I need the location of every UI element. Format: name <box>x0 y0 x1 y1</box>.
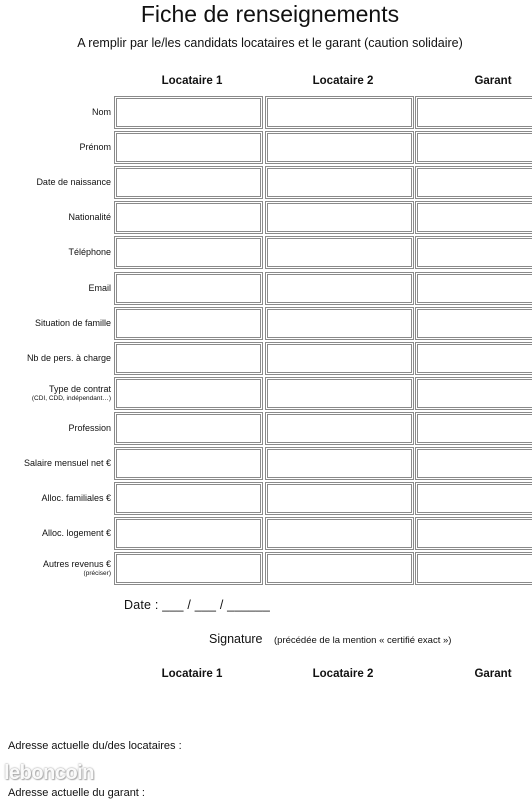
row-label-text: Type de contrat <box>48 383 111 394</box>
signature-header-locataire-1: Locataire 1 <box>161 668 223 680</box>
form-field-locataire-2[interactable] <box>265 482 414 515</box>
row-label-text: Date de naissance <box>36 177 111 188</box>
form-field-locataire-1[interactable] <box>114 272 263 305</box>
row-label <box>88 283 111 294</box>
form-field-locataire-2[interactable] <box>265 412 414 445</box>
form-field-garant[interactable] <box>415 166 532 199</box>
form-field-locataire-2[interactable] <box>265 272 414 305</box>
form-field-garant[interactable] <box>415 412 532 445</box>
row-label-text: Alloc. logement € <box>41 528 111 539</box>
form-title: Fiche de renseignements <box>140 1 400 27</box>
row-label-text: Nom <box>91 107 111 117</box>
form-field-locataire-2[interactable] <box>265 447 414 480</box>
form-field-garant[interactable] <box>415 236 532 269</box>
form-field-locataire-2[interactable] <box>265 307 414 340</box>
form-field-locataire-1[interactable] <box>114 201 263 234</box>
form-field-locataire-1[interactable] <box>114 307 263 340</box>
column-header-locataire-2: Locataire 2 <box>312 75 374 87</box>
form-field-garant[interactable] <box>415 342 532 375</box>
form-field-garant[interactable] <box>415 447 532 480</box>
row-label <box>68 212 111 223</box>
signature-header-garant: Garant <box>474 668 512 680</box>
form-field-locataire-2[interactable] <box>265 236 414 269</box>
form-field-garant[interactable] <box>415 201 532 234</box>
row-label-hint: (CDI, CDD, indépendant…) <box>31 394 111 402</box>
row-label-text: Prénom <box>79 142 111 153</box>
form-field-garant[interactable] <box>415 96 532 129</box>
form-field-garant[interactable] <box>415 482 532 515</box>
form-field-locataire-1[interactable] <box>114 447 263 480</box>
row-label <box>79 142 111 153</box>
column-header-garant: Garant <box>474 75 512 87</box>
form-field-locataire-2[interactable] <box>265 517 414 550</box>
form-field-locataire-2[interactable] <box>265 166 414 199</box>
form-field-garant[interactable] <box>415 307 532 340</box>
form-field-garant[interactable] <box>415 131 532 164</box>
form-subtitle: A remplir par le/les candidats locataires et le garant (caution solidaire) <box>77 36 463 50</box>
form-field-locataire-1[interactable] <box>114 131 263 164</box>
row-label <box>43 559 111 578</box>
row-label-text: Alloc. familiales € <box>41 493 111 504</box>
signature-note: (précédée de la mention « certifié exact ») <box>274 635 452 646</box>
form-field-locataire-1[interactable] <box>114 552 263 585</box>
address-guarantor-label: Adresse actuelle du garant : <box>8 787 145 799</box>
form-field-locataire-1[interactable] <box>114 342 263 375</box>
row-label <box>42 528 111 539</box>
address-tenants-label: Adresse actuelle du/des locataires : <box>8 740 182 752</box>
form-field-locataire-1[interactable] <box>114 412 263 445</box>
form-field-garant[interactable] <box>415 517 532 550</box>
row-label-text: Autres revenus € <box>42 559 111 570</box>
leboncoin-watermark: leboncoin <box>4 762 94 784</box>
date-line: Date : ___ / ___ / ______ <box>124 598 271 612</box>
column-header-locataire-1: Locataire 1 <box>161 75 223 87</box>
form-field-locataire-1[interactable] <box>114 517 263 550</box>
signature-header-locataire-2: Locataire 2 <box>312 668 374 680</box>
form-field-locataire-1[interactable] <box>114 482 263 515</box>
row-label-text: Salaire mensuel net € <box>23 458 111 468</box>
row-label <box>24 458 111 469</box>
form-field-locataire-2[interactable] <box>265 201 414 234</box>
form-field-locataire-2[interactable] <box>265 377 414 410</box>
form-field-locataire-1[interactable] <box>114 236 263 269</box>
row-label-text: Nationalité <box>68 212 111 223</box>
row-label-text: Téléphone <box>68 247 111 258</box>
row-label <box>27 353 111 364</box>
row-label <box>32 384 111 403</box>
row-label-text: Email <box>88 282 111 293</box>
row-label-text: Situation de famille <box>34 317 111 328</box>
form-field-locataire-1[interactable] <box>114 96 263 129</box>
form-field-locataire-2[interactable] <box>265 96 414 129</box>
row-label-text: Nb de pers. à charge <box>26 352 111 363</box>
signature-line <box>209 632 451 646</box>
row-label-hint: (préciser) <box>83 570 111 578</box>
form-field-locataire-2[interactable] <box>265 552 414 585</box>
form-field-garant[interactable] <box>415 552 532 585</box>
form-field-locataire-2[interactable] <box>265 342 414 375</box>
row-label <box>92 107 111 118</box>
form-field-garant[interactable] <box>415 272 532 305</box>
row-label <box>41 493 111 504</box>
form-field-garant[interactable] <box>415 377 532 410</box>
row-label <box>35 318 111 329</box>
row-label <box>36 177 111 188</box>
row-label-text: Profession <box>68 422 111 433</box>
row-label <box>68 247 111 258</box>
form-field-locataire-2[interactable] <box>265 131 414 164</box>
signature-label: Signature <box>209 632 263 646</box>
form-field-locataire-1[interactable] <box>114 166 263 199</box>
form-field-locataire-1[interactable] <box>114 377 263 410</box>
row-label <box>68 423 111 434</box>
